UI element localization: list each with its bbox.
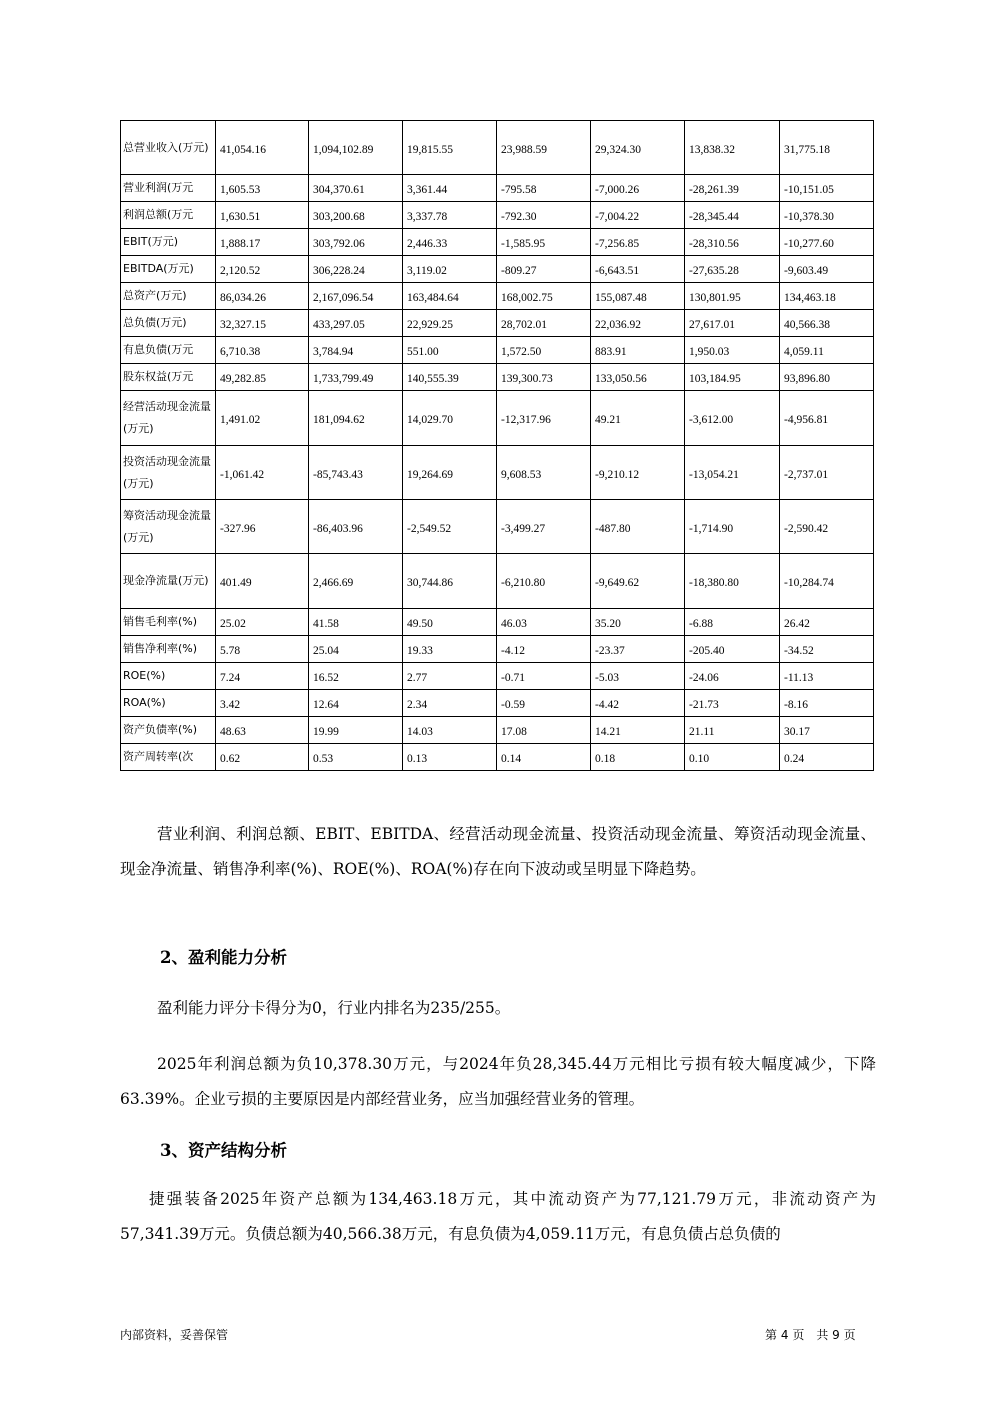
table-cell: 1,605.53 [216,175,309,202]
table-cell: 0.14 [497,744,591,771]
table-row [121,663,874,690]
table-cell: -809.27 [497,256,591,283]
table-cell: -3,499.27 [497,500,591,554]
row-label: 总资产(万元) [121,283,216,310]
table-cell: 0.24 [780,744,874,771]
section2-paragraph-1: 盈利能力评分卡得分为0，行业内排名为235/255。 [157,999,511,1017]
table-cell: 46.03 [497,609,591,636]
table-cell: 41.58 [309,609,403,636]
table-cell: -11.13 [780,663,874,690]
table-cell: 13,838.32 [685,121,780,175]
table-cell: 25.02 [216,609,309,636]
table-cell: 0.18 [591,744,685,771]
table-cell: 22,036.92 [591,310,685,337]
table-row [121,636,874,663]
table-cell: -3,612.00 [685,391,780,446]
row-label: ROE(%) [121,663,216,690]
table-cell: 26.42 [780,609,874,636]
row-label: EBITDA(万元) [121,256,216,283]
table-cell: 28,702.01 [497,310,591,337]
table-cell: 3.42 [216,690,309,717]
table-cell: -21.73 [685,690,780,717]
table-cell: 49.21 [591,391,685,446]
table-cell: -1,585.95 [497,229,591,256]
footer-page-number: 4 [780,1328,789,1342]
table-cell: -12,317.96 [497,391,591,446]
table-row [121,337,874,364]
table-row [121,690,874,717]
table-cell: 27,617.01 [685,310,780,337]
table-cell: 2,120.52 [216,256,309,283]
section2-heading: 2、盈利能力分析 [160,948,287,967]
table-cell: -10,151.05 [780,175,874,202]
row-label: 销售净利率(%) [121,636,216,663]
row-label: 资产周转率(次 [121,744,216,771]
table-cell: 140,555.39 [403,364,497,391]
table-cell: -792.30 [497,202,591,229]
table-row [121,717,874,744]
table-cell: -795.58 [497,175,591,202]
table-cell: 0.13 [403,744,497,771]
row-label: 筹资活动现金流量(万元) [121,500,216,554]
footer-confidential-note: 内部资料，妥善保管 [120,1328,229,1342]
table-cell: 155,087.48 [591,283,685,310]
table-cell: 401.49 [216,554,309,609]
table-cell: 3,361.44 [403,175,497,202]
row-label: 销售毛利率(%) [121,609,216,636]
row-label: 总营业收入(万元) [121,121,216,175]
table-cell: -4.42 [591,690,685,717]
footer-page-prefix: 第 [765,1328,778,1342]
row-label: 有息负债(万元 [121,337,216,364]
footer-total-pages: 9 [832,1328,840,1342]
table-cell: -0.59 [497,690,591,717]
table-cell: 133,050.56 [591,364,685,391]
table-row [121,500,874,554]
table-cell: -2,590.42 [780,500,874,554]
table-cell: -10,378.30 [780,202,874,229]
table-cell: 303,200.68 [309,202,403,229]
table-cell: 2.34 [403,690,497,717]
table-row [121,744,874,771]
table-cell: 86,034.26 [216,283,309,310]
financial-table [120,120,874,771]
table-row [121,229,874,256]
table-row [121,391,874,446]
section2-paragraph-2: 2025年利润总额为负10,378.30万元，与2024年负28,345.44万元相比亏损有较大幅度减少，下降63.39%。企业亏损的主要原因是内部经营业务，应当加强经营业务的管理。 [120,1055,876,1108]
table-row [121,554,874,609]
table-cell: 49,282.85 [216,364,309,391]
table-row [121,609,874,636]
table-cell: 19.99 [309,717,403,744]
table-cell: 48.63 [216,717,309,744]
table-cell: 2,446.33 [403,229,497,256]
table-cell: 19,264.69 [403,446,497,500]
financial-table-body [121,121,874,771]
table-cell: 5.78 [216,636,309,663]
table-cell: 3,119.02 [403,256,497,283]
table-row [121,364,874,391]
table-cell: 0.10 [685,744,780,771]
table-cell: -327.96 [216,500,309,554]
table-cell: 306,228.24 [309,256,403,283]
table-cell: 12.64 [309,690,403,717]
table-cell: 181,094.62 [309,391,403,446]
table-cell: -6.88 [685,609,780,636]
table-cell: -28,345.44 [685,202,780,229]
table-cell: -6,210.80 [497,554,591,609]
table-cell: 93,896.80 [780,364,874,391]
table-cell: 49.50 [403,609,497,636]
table-cell: -10,277.60 [780,229,874,256]
table-cell: -23.37 [591,636,685,663]
table-cell: -28,310.56 [685,229,780,256]
table-cell: 303,792.06 [309,229,403,256]
table-cell: -0.71 [497,663,591,690]
section3-heading: 3、资产结构分析 [160,1141,287,1160]
table-cell: 103,184.95 [685,364,780,391]
footer-page-suffix: 页 [843,1328,856,1342]
table-row [121,446,874,500]
table-row [121,283,874,310]
table-cell: 433,297.05 [309,310,403,337]
table-cell: -7,004.22 [591,202,685,229]
table-cell: -34.52 [780,636,874,663]
table-row [121,310,874,337]
table-cell: 1,491.02 [216,391,309,446]
row-label: ROA(%) [121,690,216,717]
table-cell: 1,733,799.49 [309,364,403,391]
table-cell: 16.52 [309,663,403,690]
table-cell: 3,337.78 [403,202,497,229]
table-cell: 0.53 [309,744,403,771]
table-cell: 6,710.38 [216,337,309,364]
table-cell: -28,261.39 [685,175,780,202]
table-row [121,121,874,175]
table-cell: -10,284.74 [780,554,874,609]
table-cell: 25.04 [309,636,403,663]
row-label: 资产负债率(%) [121,717,216,744]
table-cell: -9,210.12 [591,446,685,500]
row-label: 现金净流量(万元) [121,554,216,609]
row-label: 投资活动现金流量(万元) [121,446,216,500]
table-cell: 19.33 [403,636,497,663]
table-cell: 9,608.53 [497,446,591,500]
table-cell: -205.40 [685,636,780,663]
table-cell: 30,744.86 [403,554,497,609]
table-row [121,202,874,229]
table-cell: -6,643.51 [591,256,685,283]
table-cell: 14.21 [591,717,685,744]
table-cell: -9,603.49 [780,256,874,283]
table-cell: 2,466.69 [309,554,403,609]
table-cell: -13,054.21 [685,446,780,500]
table-cell: -1,061.42 [216,446,309,500]
table-cell: 7.24 [216,663,309,690]
table-cell: 30.17 [780,717,874,744]
table-cell: -4.12 [497,636,591,663]
table-cell: -5.03 [591,663,685,690]
table-cell: -2,737.01 [780,446,874,500]
table-cell: -8.16 [780,690,874,717]
table-cell: 0.62 [216,744,309,771]
table-cell: 1,888.17 [216,229,309,256]
row-label: 总负债(万元) [121,310,216,337]
table-cell: 3,784.94 [309,337,403,364]
table-cell: 139,300.73 [497,364,591,391]
table-cell: -24.06 [685,663,780,690]
trend-paragraph: 营业利润、利润总额、EBIT、EBITDA、经营活动现金流量、投资活动现金流量、筹资活动现金流量、现金净流量、销售净利率(%)、ROE(%)、ROA(%)存在向下波动或呈明显下降趋势。 [120,825,876,878]
table-cell: 1,094,102.89 [309,121,403,175]
footer-page-info [765,1326,856,1343]
table-cell: -4,956.81 [780,391,874,446]
row-label: 经营活动现金流量(万元) [121,391,216,446]
table-cell: -85,743.43 [309,446,403,500]
table-cell: -18,380.80 [685,554,780,609]
table-cell: -1,714.90 [685,500,780,554]
table-cell: -9,649.62 [591,554,685,609]
table-cell: 883.91 [591,337,685,364]
table-cell: 23,988.59 [497,121,591,175]
table-cell: -7,256.85 [591,229,685,256]
table-cell: 4,059.11 [780,337,874,364]
table-cell: 29,324.30 [591,121,685,175]
table-cell: 40,566.38 [780,310,874,337]
table-cell: 21.11 [685,717,780,744]
table-cell: 163,484.64 [403,283,497,310]
table-cell: 1,572.50 [497,337,591,364]
table-cell: 134,463.18 [780,283,874,310]
table-cell: 19,815.55 [403,121,497,175]
table-cell: -2,549.52 [403,500,497,554]
table-cell: 2.77 [403,663,497,690]
row-label: EBIT(万元) [121,229,216,256]
row-label: 利润总额(万元 [121,202,216,229]
table-cell: 14.03 [403,717,497,744]
row-label: 营业利润(万元 [121,175,216,202]
table-row [121,256,874,283]
table-cell: 41,054.16 [216,121,309,175]
table-cell: -7,000.26 [591,175,685,202]
table-cell: -86,403.96 [309,500,403,554]
table-cell: 130,801.95 [685,283,780,310]
table-cell: 31,775.18 [780,121,874,175]
table-cell: 168,002.75 [497,283,591,310]
table-cell: 17.08 [497,717,591,744]
table-row [121,175,874,202]
section3-paragraph-1: 捷强装备2025年资产总额为134,463.18万元，其中流动资产为77,121.79万元，非流动资产为57,341.39万元。负债总额为40,566.38万元，有息负债为4,059.11万元，有息负债占总负债的 [120,1190,876,1243]
table-cell: 35.20 [591,609,685,636]
table-cell: 1,950.03 [685,337,780,364]
table-cell: -487.80 [591,500,685,554]
table-cell: 14,029.70 [403,391,497,446]
table-cell: 2,167,096.54 [309,283,403,310]
row-label: 股东权益(万元 [121,364,216,391]
table-cell: 551.00 [403,337,497,364]
table-cell: 32,327.15 [216,310,309,337]
table-cell: 1,630.51 [216,202,309,229]
table-cell: 304,370.61 [309,175,403,202]
footer-page-mid: 页 共 [792,1328,829,1342]
table-cell: 22,929.25 [403,310,497,337]
table-cell: -27,635.28 [685,256,780,283]
